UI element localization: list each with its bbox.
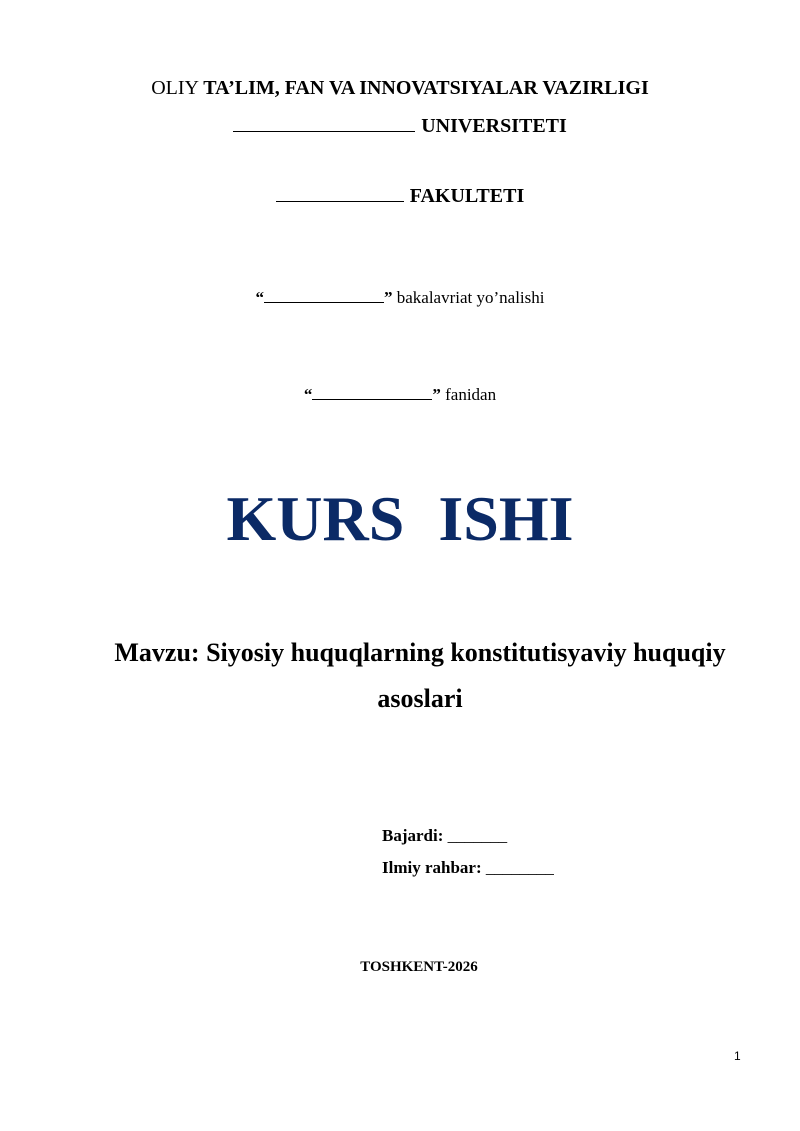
direction-label: bakalavriat yo’nalishi	[392, 288, 545, 307]
direction-close-quote: ”	[383, 288, 393, 307]
author-label: Bajardi:	[382, 826, 444, 845]
faculty-line	[0, 185, 800, 208]
faculty-name-blank	[276, 185, 404, 202]
ministry-name: TA’LIM, FAN VA INNOVATSIYALAR VAZIRLIGI	[203, 77, 649, 99]
ministry-heading	[0, 77, 800, 100]
supervisor-fill: ________	[485, 858, 554, 877]
university-line	[0, 115, 800, 138]
document-title: KURS ISHI	[226, 483, 574, 554]
supervisor-label: Ilmiy rahbar:	[382, 858, 482, 877]
subject-close-quote: ”	[432, 385, 441, 404]
topic-heading: Mavzu: Siyosiy huquqlarning konstitutisyaviy huquqiy asoslari	[114, 638, 726, 713]
direction-open-quote: “	[255, 288, 264, 307]
city-year: TOSHKENT-2026	[360, 959, 478, 975]
author-fill: _______	[447, 826, 508, 845]
direction-blank	[264, 286, 384, 303]
subject-line	[0, 383, 800, 405]
faculty-label: FAKULTETI	[409, 185, 525, 207]
university-label: UNIVERSITETI	[421, 115, 567, 137]
subject-open-quote: “	[303, 385, 313, 404]
page-number: 1	[734, 1049, 741, 1063]
subject-blank	[312, 383, 432, 400]
subject-label: fanidan	[440, 385, 497, 404]
direction-line	[0, 286, 800, 308]
author-line	[382, 826, 507, 846]
supervisor-line	[382, 858, 554, 878]
university-name-blank	[233, 115, 415, 132]
ministry-prefix: OLIY	[151, 77, 199, 99]
